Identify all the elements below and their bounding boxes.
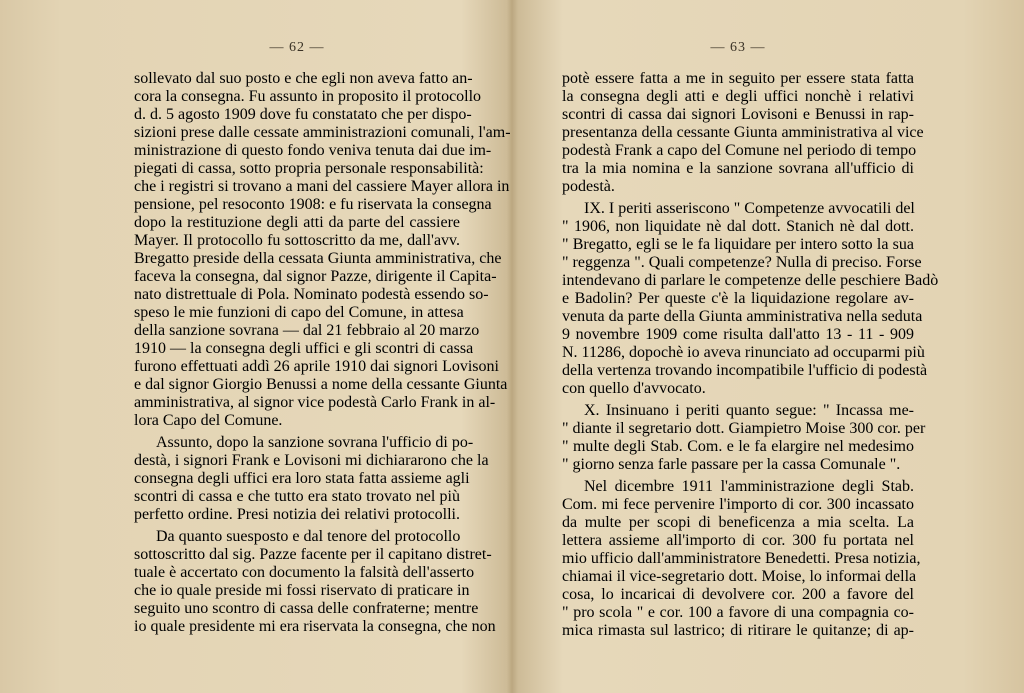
text-line: io quale presidente mi era riservata la consegna, che non [134,618,496,635]
text-line: " multe degli Stab. Com. e le fa elargire nel medesimo [562,438,914,455]
text-line: Assunto, dopo la sanzione sovrana l'ufficio di po- [156,434,474,451]
text-line: la consegna degli atti e degli uffici nonchè i relativi [562,88,914,105]
text-line: mio ufficio dall'amministratore Benedetti. Presa notizia, [562,550,921,567]
text-line: sizioni prese dalle cessate amministrazioni comunali, l'am- [134,124,511,141]
text-line: IX. I periti asseriscono " Competenze avvocatili del [584,200,915,217]
text-line: tuale è accertato con documento la falsità dell'asserto [134,564,475,581]
text-line: dopo la restituzione degli atti da parte del cassiere [134,214,460,231]
text-line: tra la mia nomina e la sanzione sovrana all'ufficio di [562,160,914,177]
left-page-text [134,70,511,636]
text-line: podestà Frank a capo del Comune nel periodo di tempo [562,142,917,159]
page-number-right: — 63 — [710,40,766,55]
text-line: " Bregatto, egli se le fa liquidare per intero sotto la sua [562,236,914,253]
text-line: furono effettuati addì 26 aprile 1910 dai signori Lovisoni [134,358,499,375]
text-line: podestà. [562,178,615,195]
text-line: presentanza della cessante Giunta amministrativa al vice [562,124,924,141]
text-line: perfetto ordine. Presi notizia dei relativi protocolli. [134,506,460,523]
text-line: piegati di cassa, sotto propria personale responsabilità: [134,160,484,177]
text-line: intendevano di parlare le competenze delle peschiere Badò [562,272,939,289]
text-line: che io quale preside mi fossi riservato di praticare in [134,582,470,599]
text-line: e Badolin? Per queste c'è la liquidazione regolare av- [562,290,914,307]
right-page [508,0,1024,693]
text-line: da multe per scopi di beneficenza a mia scelta. La [562,514,914,531]
text-line: Bregatto preside della cessata Giunta amministrativa, che [134,250,502,267]
text-line: 9 novembre 1909 come risulta dall'atto 13 - 11 - 909 [562,326,914,343]
right-page-text [562,70,939,640]
text-line: potè essere fatta a me in seguito per essere stata fatta [562,70,914,87]
text-line: lora Capo del Comune. [134,412,283,429]
text-line: cosa, lo incaricai di devolvere cor. 200 a favore del [562,586,914,603]
text-line: e dal signor Giorgio Benussi a nome della cessante Giunta [134,376,508,393]
text-line: sottoscritto dal sig. Pazze facente per il capitano distret- [134,546,492,563]
text-line: amministrativa, al signor vice podestà Carlo Frank in al- [134,394,496,411]
text-line: " giorno senza farle passare per la cassa Comunale ". [562,456,901,473]
text-line: destà, i signori Frank e Lovisoni mi dichiararono che la [134,452,489,469]
text-line: Mayer. Il protocollo fu sottoscritto da me, dall'avv. [134,232,460,249]
text-line: mica rimasta sul lastrico; di ritirare le quitanze; di ap- [562,622,914,639]
page-number-left: — 62 — [269,40,325,55]
text-line: Nel dicembre 1911 l'amministrazione degli Stab. [584,478,914,495]
text-line: faceva la consegna, dal signor Pazze, dirigente il Capita- [134,268,497,285]
text-line: seguito uno scontro di cassa delle confraterne; mentre [134,600,479,617]
text-line: con quello d'avvocato. [562,380,706,397]
text-line: " 1906, non liquidate nè dal dott. Stanich nè dal dott. [562,218,914,235]
text-line: scontri di cassa dai signori Lovisoni e Benussi in rap- [562,106,914,123]
text-line: venuta da parte della Giunta amministrativa nella seduta [562,308,923,325]
text-line: cora la consegna. Fu assunto in proposito il protocollo [134,88,482,105]
text-line: 1910 — la consegna degli uffici e gli scontri di cassa [134,340,474,357]
text-line: che i registri si trovano a mani del cassiere Mayer allora in [134,178,510,195]
text-line: della sanzione sovrana — dal 21 febbraio al 20 marzo [134,322,480,339]
text-line: della vertenza trovando incompatibile l'ufficio di podestà [562,362,928,379]
text-line: Com. mi fece pervenire l'importo di cor. 300 incassato [562,496,914,513]
text-line: scontri di cassa e che tutto era stato trovato nel più [134,488,460,505]
text-line: speso le mie funzioni di capo del Comune, in attesa [134,304,464,321]
text-line: " pro scola " e cor. 100 a favore di una compagnia co- [562,604,914,621]
text-line: sollevato dal suo posto e che egli non aveva fatto an- [134,70,473,87]
text-line: N. 11286, dopochè io aveva rinunciato ad occuparmi più [562,344,925,361]
text-line: X. Insinuano i periti quanto segue: " Incassa me- [584,402,914,419]
text-line: consegna degli uffici era loro stata fatta assieme agli [134,470,470,487]
text-line: d. d. 5 agosto 1909 dove fu constatato che per dispo- [134,106,472,123]
text-line: Da quanto suesposto e dal tenore del protocollo [156,528,461,545]
text-line: pensione, pel resoconto 1908: e fu riservata la consegna [134,196,492,213]
text-line: lettera assieme all'importo di cor. 300 fu portata nel [562,532,914,549]
text-line: " reggenza ". Quali competenze? Nulla di preciso. Forse [562,254,922,271]
text-line: chiamai il vice-segretario dott. Moise, lo informai della [562,568,917,585]
text-line: " diante il segretario dott. Giampietro Moise 300 cor. per [562,420,926,437]
text-line: nato distrettuale di Pola. Nominato podestà essendo so- [134,286,489,303]
text-line: ministrazione di questo fondo veniva tenuta dai due im- [134,142,492,159]
left-page [0,0,511,693]
